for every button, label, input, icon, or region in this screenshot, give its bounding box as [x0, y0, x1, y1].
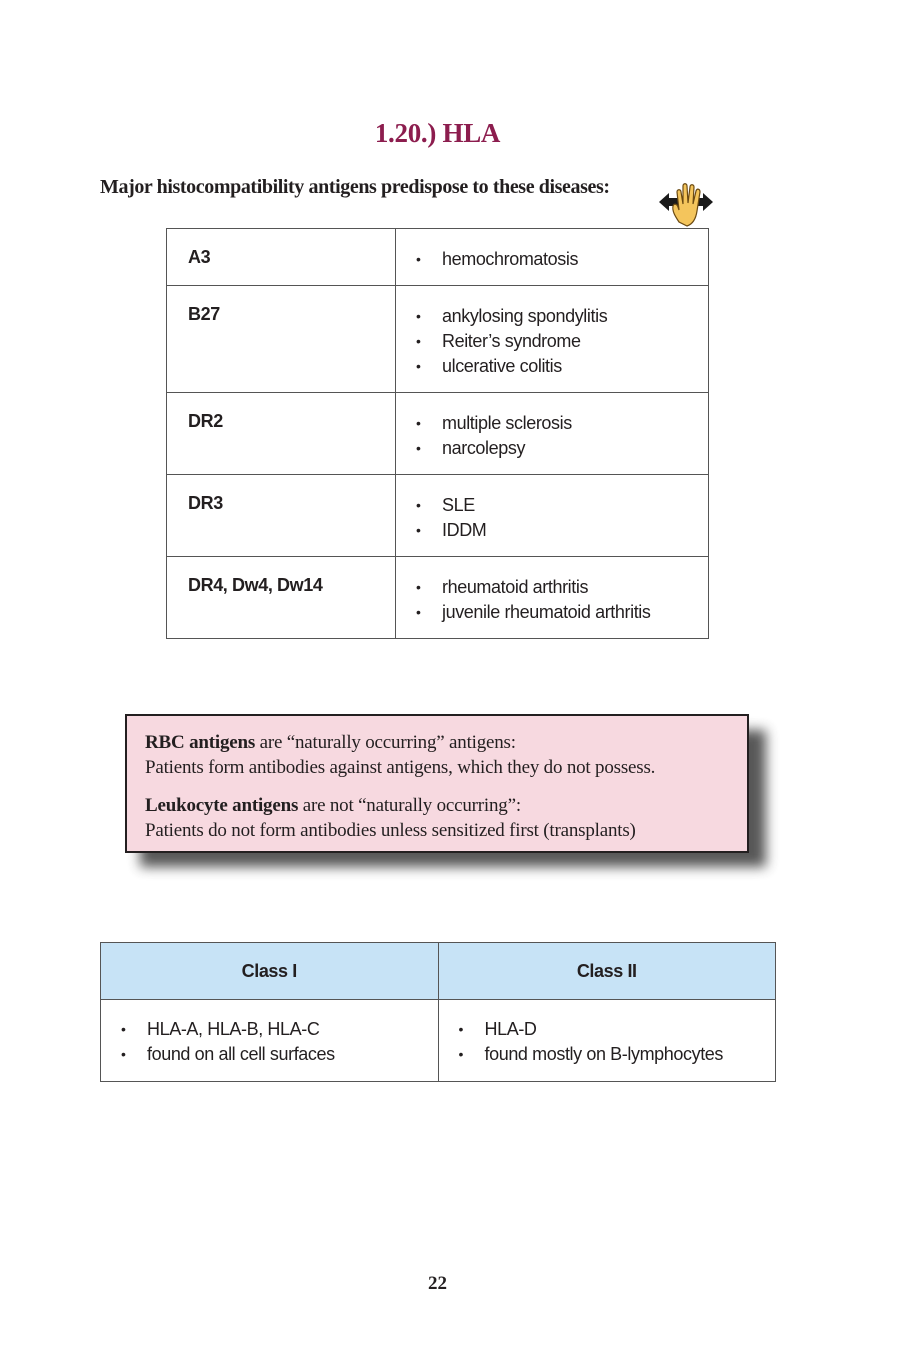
table-row	[167, 286, 709, 393]
rbc-term: RBC antigens	[145, 732, 256, 753]
page-title: 1.20.) HLA	[374, 118, 501, 148]
leukocyte-explanation: Patients do not form antibodies unless sensitized first (transplants)	[145, 820, 636, 841]
disease-cell	[396, 475, 709, 557]
list-item: • HLA-A, HLA-B, HLA-C	[121, 1017, 438, 1042]
antigen-cell: B27	[167, 286, 396, 393]
list-item: • Reiter’s syndrome	[416, 329, 708, 354]
table-header-row	[101, 943, 776, 1000]
list-item: • hemochromatosis	[416, 247, 708, 272]
leukocyte-term: Leukocyte antigens	[145, 795, 299, 816]
disease-cell	[396, 557, 709, 639]
list-item: • narcolepsy	[416, 436, 708, 461]
class-ii-header: Class II	[438, 943, 776, 1000]
table-row	[167, 393, 709, 475]
list-item: • IDDM	[416, 518, 708, 543]
disease-list	[416, 411, 708, 461]
antigen-cell: DR4, Dw4, Dw14	[167, 557, 396, 639]
antigen-callout-box	[125, 714, 749, 853]
list-item: • found on all cell surfaces	[121, 1042, 438, 1067]
hla-disease-table	[166, 228, 709, 639]
table-row	[101, 1000, 776, 1082]
class-i-list	[121, 1017, 438, 1067]
list-item: • ankylosing spondylitis	[416, 304, 708, 329]
class-ii-cell	[438, 1000, 776, 1082]
disease-list	[416, 247, 708, 272]
list-item: • SLE	[416, 493, 708, 518]
class-i-header: Class I	[101, 943, 439, 1000]
rbc-explanation: Patients form antibodies against antigens, which they do not possess.	[145, 757, 656, 778]
antigen-cell: A3	[167, 229, 396, 286]
page-number: 22	[428, 1273, 447, 1294]
table-row	[167, 475, 709, 557]
rbc-paragraph	[145, 730, 747, 780]
disease-list	[416, 493, 708, 543]
disease-cell	[396, 229, 709, 286]
section-subtitle: Major histocompatibility antigens predispose to these diseases:	[100, 176, 610, 198]
list-item: • HLA-D	[459, 1017, 776, 1042]
leukocyte-paragraph	[145, 793, 747, 843]
class-i-cell	[101, 1000, 439, 1082]
antigen-cell: DR3	[167, 475, 396, 557]
class-ii-list	[459, 1017, 776, 1067]
disease-cell	[396, 286, 709, 393]
table-row	[167, 557, 709, 639]
disease-list	[416, 575, 708, 625]
hand-wave-icon	[657, 178, 715, 228]
rbc-text: are “naturally occurring” antigens:	[255, 732, 516, 753]
leukocyte-text: are not “naturally occurring”:	[298, 795, 521, 816]
antigen-cell: DR2	[167, 393, 396, 475]
list-item: • juvenile rheumatoid arthritis	[416, 600, 708, 625]
hla-class-table	[100, 942, 776, 1082]
disease-cell	[396, 393, 709, 475]
list-item: • ulcerative colitis	[416, 354, 708, 379]
table-row	[167, 229, 709, 286]
list-item: • multiple sclerosis	[416, 411, 708, 436]
list-item: • rheumatoid arthritis	[416, 575, 708, 600]
disease-list	[416, 304, 708, 379]
list-item: • found mostly on B-lymphocytes	[459, 1042, 776, 1067]
